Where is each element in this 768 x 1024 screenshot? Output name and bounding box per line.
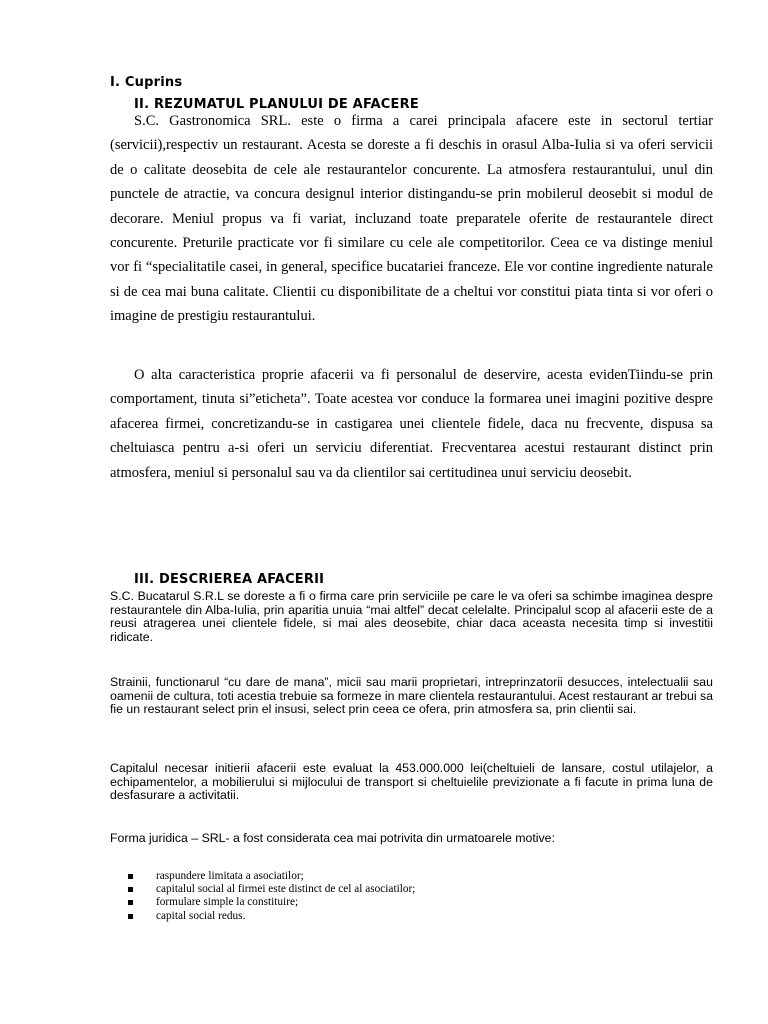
list-item-text: formulare simple la constituire; — [156, 896, 299, 909]
list-item — [128, 870, 415, 883]
list-item — [128, 910, 415, 923]
list-item — [128, 896, 415, 909]
list-item-text: capitalul social al firmei este distinct de cel al asociatilor; — [156, 883, 416, 896]
list-item-text: raspundere limitata a asociatilor; — [156, 870, 304, 882]
section-3-paragraph-1: S.C. Bucatarul S.R.L se doreste a fi o firma care prin serviciile pe care le va oferi sa schimbe imaginea despre restaurantele din Alba-Iulia, prin aparitia unuia “mai altfel” decat celelalte. Principalul scop al afacerii este de a reusi atragerea unei clientele fidele, si mai ales deosebite, chiar daca aceasta necesita timp si investitii ridicate. — [110, 589, 713, 644]
square-bullet-icon — [128, 874, 133, 879]
section-3-paragraph-2: Strainii, functionarul “cu dare de mana”, micii sau marii proprietari, intreprinzatorii desucces, intelectualii sau oamenii de cultura, toti acestia trebuie sa formeze in mare clientela restaurantului. Acest restaurant ar trebui sa fie un restaurant select prin el insusi, select prin ceea ce ofera, prin atmosfera sa, prin clientii sai. — [110, 675, 713, 717]
section-2-paragraph-1: S.C. Gastronomica SRL. este o firma a carei principala afacere este in sectorul tertiar (servicii),respectiv un restaurant. Acesta se doreste a fi deschis in orasul Alba-Iulia si va oferi servicii de o calitate deosebita de cele ale restaurantelor concurente. La atmosfera restaurantului, unul din punctele de atractie, va concura designul interior distingandu-se prin mobilerul deosebit si modul de decorare. Meniul propus va fi variat, incluzand toate preparatele oferite de restaurantele direct concurente. Preturile practicate vor fi similare cu cele ale competitorilor. Ceea ce va distinge meniul vor fi “specialitatile casei, in general, specifice bucatariei franceze. Ele vor contine ingrediente naturale si de cea mai buna calitate. Clientii cu disponibilitate de a cheltui vor constitui piata tinta si vor oferi o imagine de prestigiu restaurantului. — [110, 113, 713, 325]
square-bullet-icon — [128, 900, 133, 905]
list-item — [128, 883, 415, 896]
square-bullet-icon — [128, 887, 133, 892]
section-3-paragraph-3: Capitalul necesar initierii afacerii este evaluat la 453.000.000 lei(cheltuieli de lansare, costul utilajelor, a echipamentelor, a mobilierului si mijlocului de transport si cheltuielile previzionate a fi facute in prima luna de desfasurare a activitatii. — [110, 761, 713, 803]
section-2-paragraph-2: O alta caracteristica proprie afacerii va fi personalul de deservire, acesta evidenTiindu-se prin comportament, tinuta si”eticheta”. Toate acestea vor conduce la formarea unei imagini pozitive despre afacerea firmei, concretizandu-se in castigarea unei clientele fidele, daca nu frecvente, dispusa sa cheltuiasca pentru a-si oferi un serviciu diferentiat. Frecventarea acestui restaurant distinct prin atmosfera, meniul si personalul sau va da clientilor sai certitudinea unui serviciu deosebit. — [110, 367, 713, 481]
section-2-heading: II. REZUMATUL PLANULUI DE AFACERE — [134, 97, 419, 112]
toc-heading: I. Cuprins — [110, 75, 183, 90]
square-bullet-icon — [128, 914, 133, 919]
list-item-text: capital social redus. — [156, 909, 246, 922]
section-3-heading: III. DESCRIEREA AFACERII — [134, 572, 325, 587]
section-3-paragraph-4: Forma juridica – SRL- a fost considerata cea mai potrivita din urmatoarele motive: — [110, 831, 555, 845]
legal-form-reasons-list — [128, 870, 415, 923]
